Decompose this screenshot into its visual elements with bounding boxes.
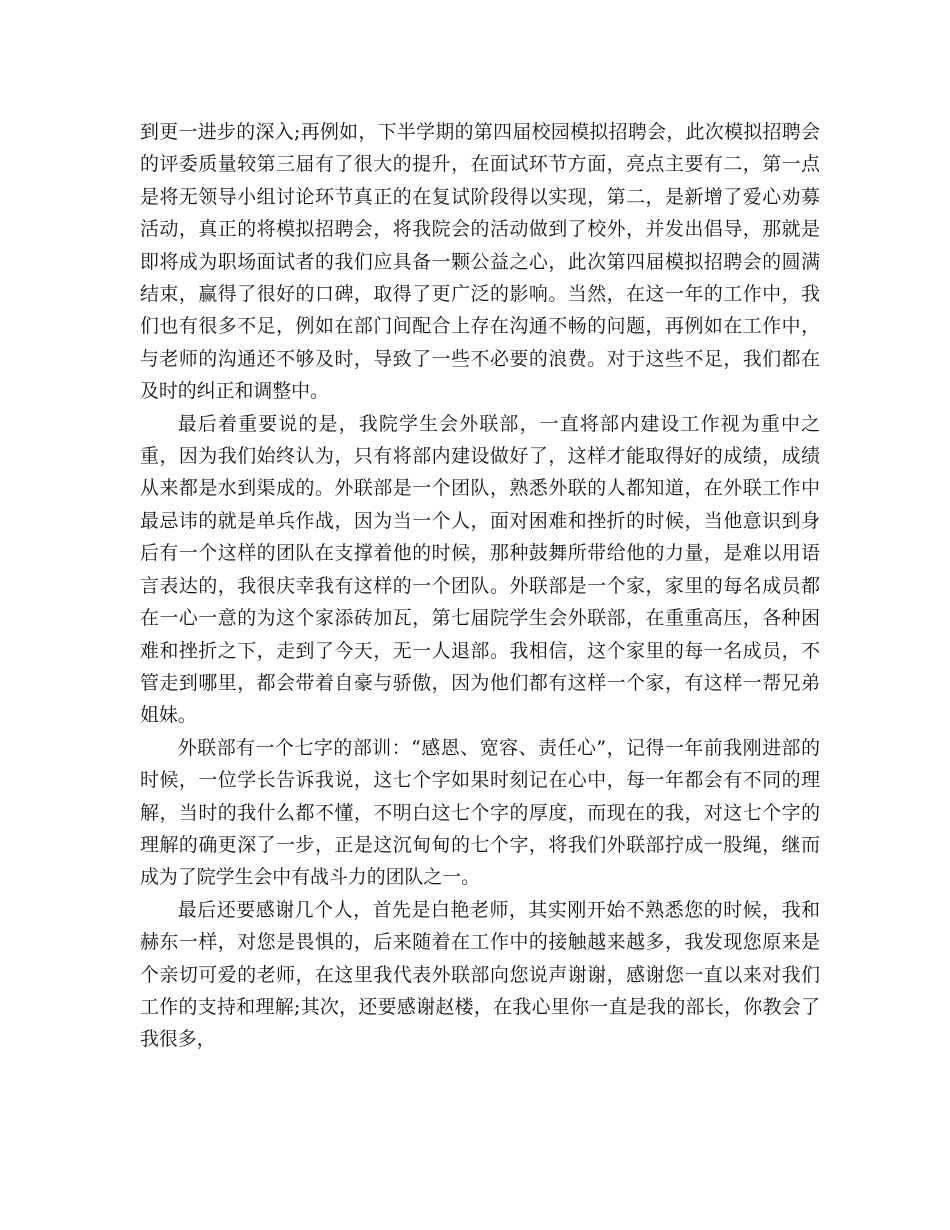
document-body <box>140 116 820 1056</box>
paragraph-1: 到更一进步的深入;再例如，下半学期的第四届校园模拟招聘会，此次模拟招聘会的评委质量较第三届有了很大的提升，在面试环节方面，亮点主要有二，第一点是将无领导小组讨论环节真正的在复试阶段得以实现，第二，是新增了爱心劝募活动，真正的将模拟招聘会，将我院会的活动做到了校外，并发出倡导，那就是即将成为职场面试者的我们应具备一颗公益之心，此次第四届模拟招聘会的圆满结束，赢得了很好的口碑，取得了更广泛的影响。当然，在这一年的工作中，我们也有很多不足，例如在部门间配合上存在沟通不畅的问题，再例如在工作中，与老师的沟通还不够及时，导致了一些不必要的浪费。对于这些不足，我们都在及时的纠正和调整中。 <box>140 121 820 403</box>
paragraph-2: 最后着重要说的是，我院学生会外联部，一直将部内建设工作视为重中之重，因为我们始终认为，只有将部内建设做好了，这样才能取得好的成绩，成绩从来都是水到渠成的。外联部是一个团队，熟悉外联的人都知道，在外联工作中最忌讳的就是单兵作战，因为当一个人，面对困难和挫折的时候，当他意识到身后有一个这样的团队在支撑着他的时候，那种鼓舞所带给他的力量，是难以用语言表达的，我很庆幸我有这样的一个团队。外联部是一个家，家里的每名成员都在一心一意的为这个家添砖加瓦，第七届院学生会外联部，在重重高压，各种困难和挫折之下，走到了今天，无一人退部。我相信，这个家里的每一名成员，不管走到哪里，都会带着自豪与骄傲，因为他们都有这样一个家，有这样一帮兄弟姐妹。 <box>140 412 820 727</box>
paragraph-3: 外联部有一个七字的部训：“感恩、宽容、责任心”，记得一年前我刚进部的时候，一位学长告诉我说，这七个字如果时刻记在心中，每一年都会有不同的理解，当时的我什么都不懂，不明白这七个字的厚度，而现在的我，对这七个字的理解的确更深了一步，正是这沉甸甸的七个字，将我们外联部拧成一股绳，继而成为了院学生会中有战斗力的团队之一。 <box>140 736 820 889</box>
paragraph-4: 最后还要感谢几个人，首先是白艳老师，其实刚开始不熟悉您的时候，我和赫东一样，对您是畏惧的，后来随着在工作中的接触越来越多，我发现您原来是个亲切可爱的老师，在这里我代表外联部向您说声谢谢，感谢您一直以来对我们工作的支持和理解;其次，还要感谢赵楼，在我心里你一直是我的部长，你教会了我很多， <box>140 898 820 1051</box>
